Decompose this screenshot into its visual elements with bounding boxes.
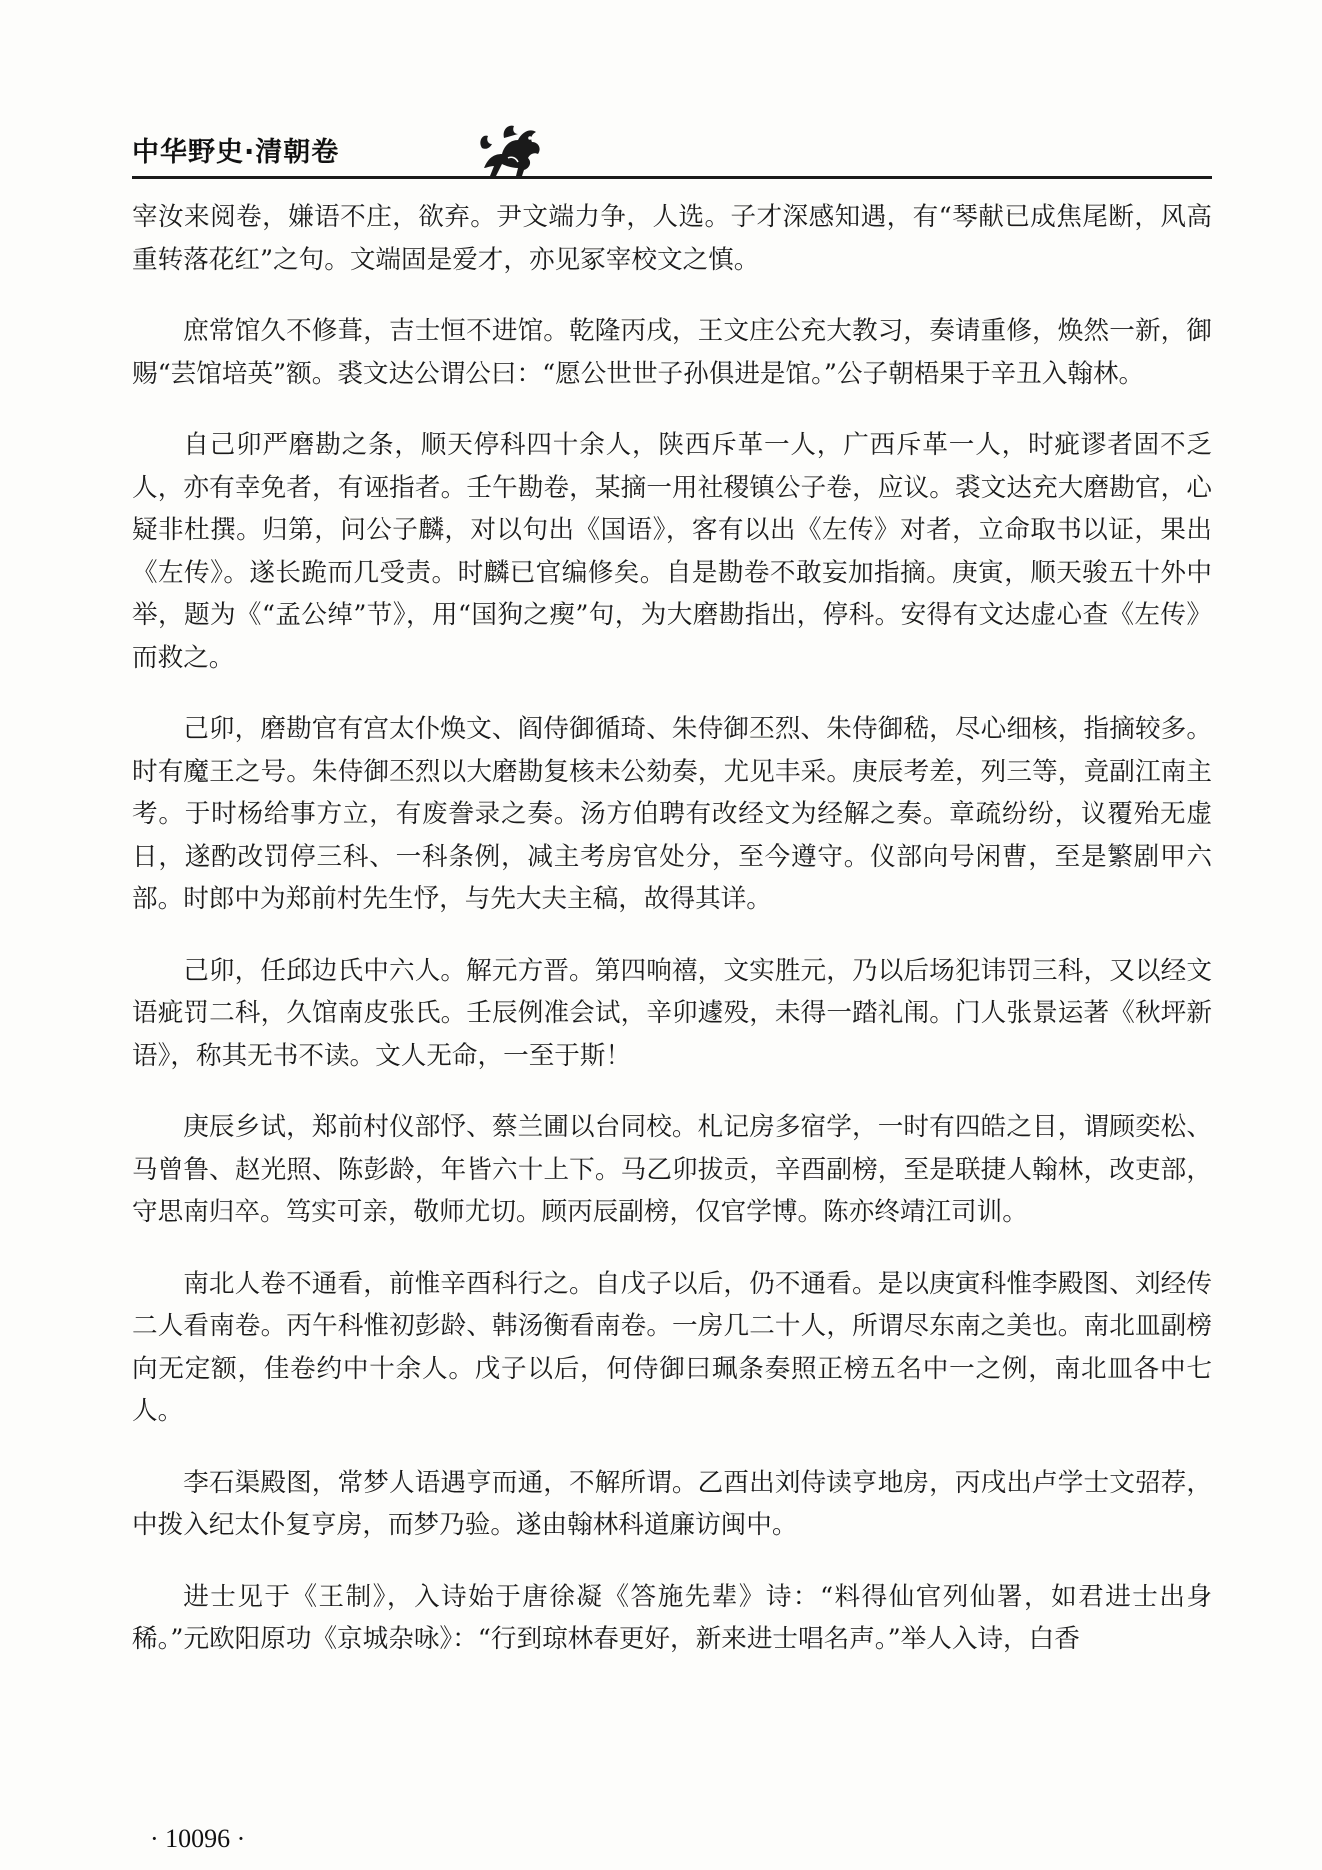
- header-title: 中华野史·清朝卷: [132, 137, 340, 168]
- paragraph: 己卯，磨勘官有宫太仆焕文、阎侍御循琦、朱侍御丕烈、朱侍御嵇，尽心细核，指摘较多。时有魔王之号。朱侍御丕烈以大磨勘复核未公劾奏，尤见丰采。庚辰考差，列三等，竟副江南主考。于时杨给事方立，有废誊录之奏。汤方伯聘有改经文为经解之奏。章疏纷纷，议覆殆无虚日，遂酌改罚停三科、一科条例，减主考房官处分，至今遵守。仪部向号闲曹，至是繁剧甲六部。时郎中为郑前村先生忬，与先大夫主稿，故得其详。: [132, 714, 1212, 914]
- header-rule: [132, 176, 1212, 179]
- paragraph: 李石渠殿图，常梦人语遇亨而通，不解所谓。乙酉出刘侍读亨地房，丙戌出卢学士文弨荐，中拨入纪太仆复亨房，而梦乃验。遂由翰林科道廉访闽中。: [132, 1467, 1212, 1540]
- paragraph: 南北人卷不通看，前惟辛酉科行之。自戊子以后，仍不通看。是以庚寅科惟李殿图、刘经传二人看南卷。丙午科惟初彭龄、韩汤衡看南卷。一房几二十人，所谓尽东南之美也。南北皿副榜向无定额，佳卷约中十余人。戊子以后，何侍御曰珮条奏照正榜五名中一之例，南北皿各中七人。: [132, 1268, 1212, 1426]
- page-number: · 10096 ·: [150, 1824, 246, 1853]
- qilin-emblem-icon: [474, 118, 546, 180]
- page-body: [132, 196, 1212, 1690]
- running-header: [132, 118, 1212, 182]
- paragraph: 庚辰乡试，郑前村仪部忬、蔡兰圃以台同校。札记房多宿学，一时有四皓之目，谓顾奕松、马曾鲁、赵光照、陈彭龄，年皆六十上下。马乙卯拔贡，辛酉副榜，至是联捷人翰林，改吏部，守思南归卒。笃实可亲，敬师尤切。顾丙辰副榜，仅官学博。陈亦终靖江司训。: [132, 1112, 1212, 1227]
- paragraph: 宰汝来阅卷，嫌语不庄，欲弃。尹文端力争，人选。子才深感知遇，有“琴献已成焦尾断，风高重转落花红”之句。文端固是爱才，亦见冢宰校文之慎。: [132, 202, 1212, 275]
- paragraph: 庶常馆久不修葺，吉士恒不进馆。乾隆丙戌，王文庄公充大教习，奏请重修，焕然一新，御赐“芸馆培英”额。裘文达公谓公曰：“愿公世世子孙俱进是馆。”公子朝梧果于辛丑入翰林。: [132, 316, 1212, 389]
- paragraph: 进士见于《王制》，入诗始于唐徐凝《答施先辈》诗：“料得仙官列仙署，如君进士出身稀。”元欧阳原功《京城杂咏》：“行到琼林春更好，新来进士唱名声。”举人入诗，白香: [132, 1581, 1212, 1654]
- paragraph: 自己卯严磨勘之条，顺天停科四十余人，陕西斥革一人，广西斥革一人，时疵谬者固不乏人，亦有幸免者，有诬指者。壬午勘卷，某摘一用社稷镇公子卷，应议。裘文达充大磨勘官，心疑非杜撰。归第，问公子麟，对以句出《国语》，客有以出《左传》对者，立命取书以证，果出《左传》。遂长跪而几受责。时麟已官编修矣。自是勘卷不敢妄加指摘。庚寅，顺天骏五十外中举，题为《“孟公绰”节》，用“国狗之瘈”句，为大磨勘指出，停科。安得有文达虚心查《左传》而救之。: [132, 430, 1212, 673]
- paragraph: 己卯，任邱边氏中六人。解元方晋。第四响禧，文实胜元，乃以后场犯讳罚三科，又以经文语疵罚二科，久馆南皮张氏。壬辰例准会试，辛卯遽殁，未得一踏礼闱。门人张景运著《秋坪新语》，称其无书不读。文人无命，一至于斯！: [132, 955, 1212, 1071]
